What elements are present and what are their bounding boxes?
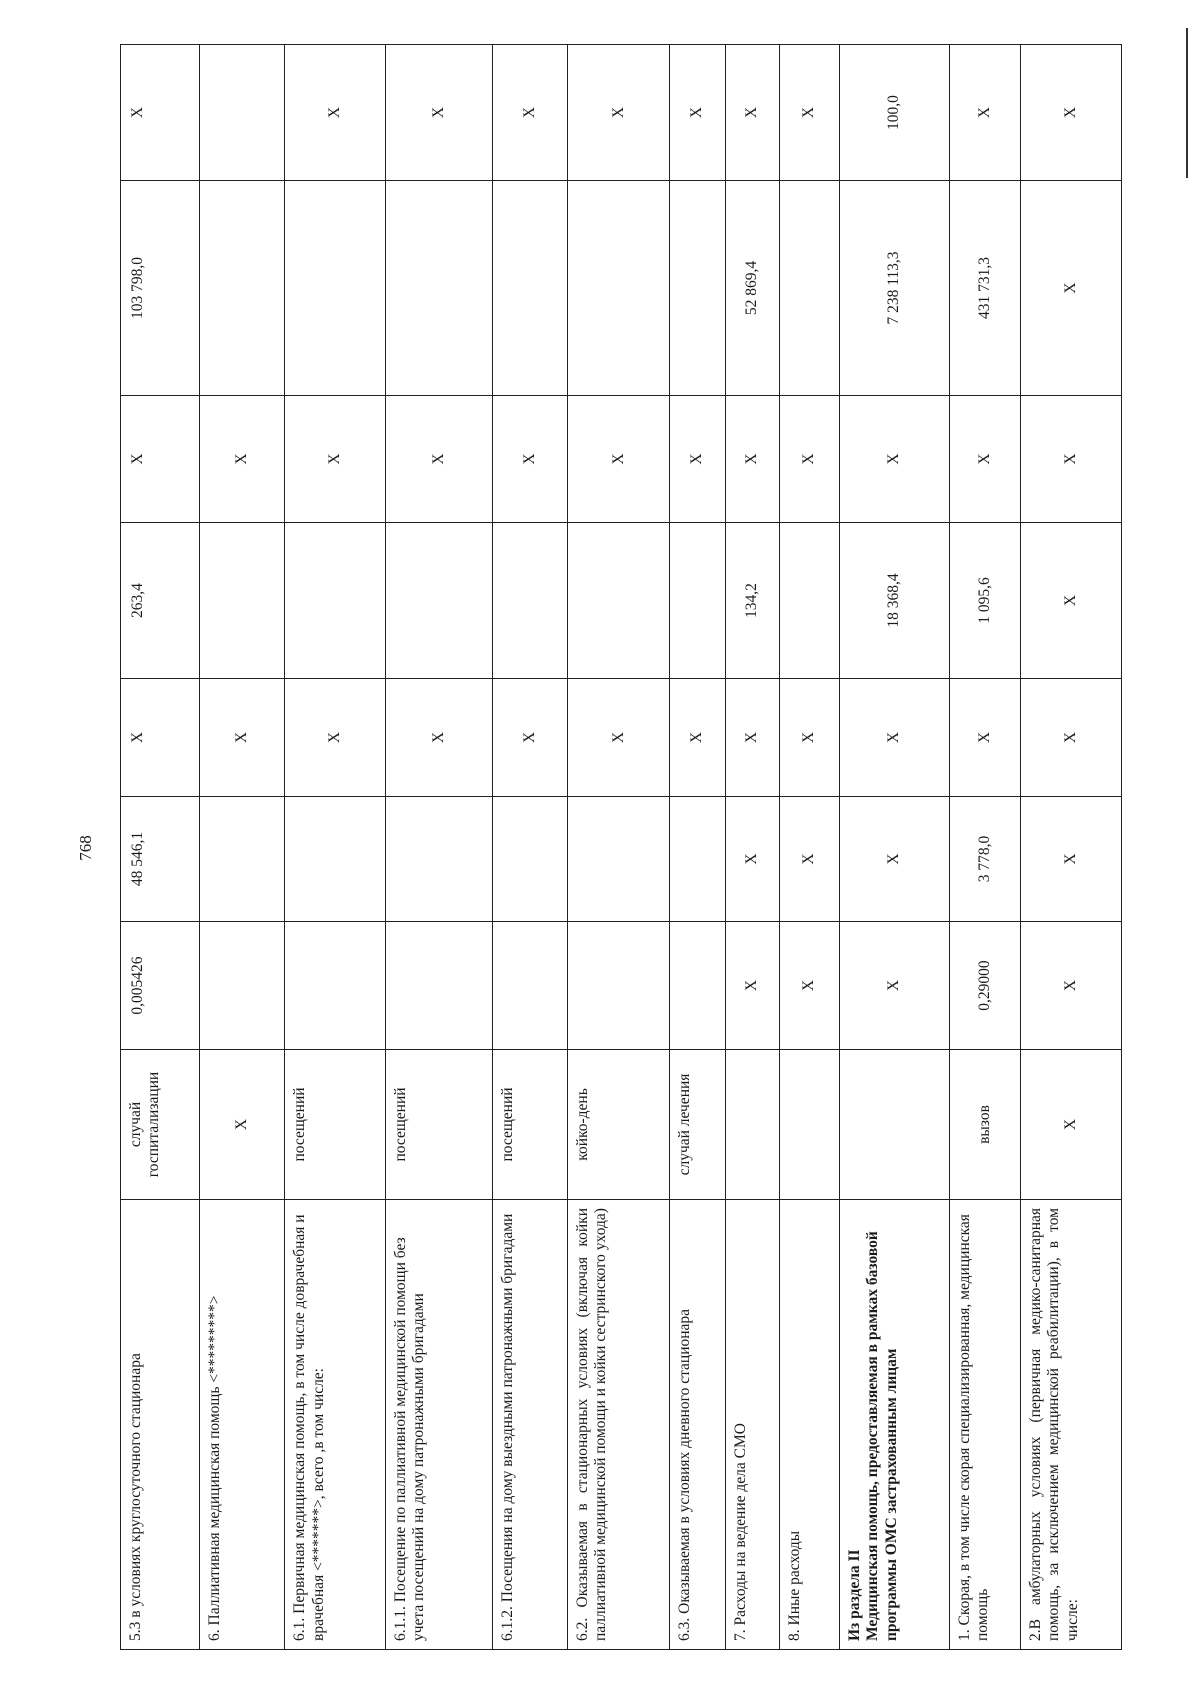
row-name: 2.В амбулаторных условиях (первичная медико-санитарная помощь, за исключением медицинской реабилитации), в том числе:: [1020, 1200, 1121, 1650]
table-row: [492, 45, 567, 1650]
unit-cell: X: [1020, 1050, 1121, 1200]
value-cell: [568, 523, 670, 679]
value-cell: [568, 181, 670, 396]
value-cell: [780, 181, 840, 396]
row-name: 7. Расходы на ведение дела СМО: [725, 1200, 779, 1650]
value-cell: X: [949, 679, 1020, 797]
value-cell: [285, 523, 386, 679]
value-cell: X: [780, 797, 840, 922]
value-cell: X: [840, 797, 950, 922]
value-cell: [199, 523, 284, 679]
value-cell: 134,2: [725, 523, 779, 679]
value-cell: X: [568, 396, 670, 523]
unit-cell: посещений: [285, 1050, 386, 1200]
row-name: 8. Иные расходы: [780, 1200, 840, 1650]
unit-cell: [725, 1050, 779, 1200]
value-cell: X: [1020, 181, 1121, 396]
scan-edge-line: [1186, 28, 1188, 178]
table-row: [780, 45, 840, 1650]
value-cell: X: [386, 679, 493, 797]
value-cell: [670, 922, 725, 1050]
value-cell: X: [285, 45, 386, 181]
value-cell: X: [670, 396, 725, 523]
table-container: [120, 45, 1122, 1650]
value-cell: X: [1020, 396, 1121, 523]
unit-cell: посещений: [386, 1050, 493, 1200]
value-cell: X: [121, 45, 200, 181]
unit-cell: [780, 1050, 840, 1200]
table-row: [285, 45, 386, 1650]
value-cell: [285, 181, 386, 396]
value-cell: X: [725, 45, 779, 181]
row-name: 6. Паллиативная медицинская помощь <*********>: [199, 1200, 284, 1650]
value-cell: X: [780, 396, 840, 523]
value-cell: 100,0: [840, 45, 950, 181]
row-name: 6.3. Оказываемая в условиях дневного стационара: [670, 1200, 725, 1650]
value-cell: X: [492, 45, 567, 181]
value-cell: [199, 797, 284, 922]
table-row: [568, 45, 670, 1650]
value-cell: X: [1020, 523, 1121, 679]
table-row: [670, 45, 725, 1650]
table-row-section: [840, 45, 950, 1650]
table-row: [199, 45, 284, 1650]
value-cell: [199, 45, 284, 181]
page-number: 768: [76, 835, 95, 861]
unit-cell: X: [199, 1050, 284, 1200]
value-cell: [386, 181, 493, 396]
value-cell: 263,4: [121, 523, 200, 679]
value-cell: X: [840, 679, 950, 797]
value-cell: X: [568, 45, 670, 181]
value-cell: X: [386, 45, 493, 181]
value-cell: X: [1020, 679, 1121, 797]
value-cell: X: [121, 396, 200, 523]
financing-table: [120, 44, 1122, 1650]
value-cell: [492, 797, 567, 922]
unit-cell: [840, 1050, 950, 1200]
value-cell: [568, 922, 670, 1050]
value-cell: 3 778,0: [949, 797, 1020, 922]
value-cell: [199, 922, 284, 1050]
value-cell: X: [725, 679, 779, 797]
table-row: [386, 45, 493, 1650]
value-cell: X: [285, 679, 386, 797]
value-cell: 48 546,1: [121, 797, 200, 922]
section-label: Из раздела II: [846, 1549, 864, 1641]
value-cell: X: [199, 396, 284, 523]
value-cell: X: [725, 922, 779, 1050]
value-cell: X: [1020, 797, 1121, 922]
value-cell: X: [199, 679, 284, 797]
row-name: 5.3 в условиях круглосуточного стационара: [121, 1200, 200, 1650]
row-name: 6.1.2. Посещения на дому выездными патронажными бригадами: [492, 1200, 567, 1650]
value-cell: 52 869,4: [725, 181, 779, 396]
unit-cell: вызов: [949, 1050, 1020, 1200]
value-cell: 18 368,4: [840, 523, 950, 679]
section-title: Медицинская помощь, предоставляемая в рамках базовой программы ОМС застрахованным лицам: [864, 1231, 900, 1641]
value-cell: [386, 797, 493, 922]
table-row: [1020, 45, 1121, 1650]
value-cell: X: [840, 922, 950, 1050]
value-cell: X: [492, 396, 567, 523]
section-heading: [840, 1200, 950, 1650]
value-cell: [670, 523, 725, 679]
value-cell: X: [725, 797, 779, 922]
row-name: 6.1. Первичная медицинская помощь, в том числе доврачебная и врачебная <*******>, всего ,в том числе:: [285, 1200, 386, 1650]
unit-cell: случай лечения: [670, 1050, 725, 1200]
value-cell: X: [780, 922, 840, 1050]
value-cell: [568, 797, 670, 922]
value-cell: X: [285, 396, 386, 523]
row-name: 1. Скорая, в том числе скорая специализированная, медицинская помощь: [949, 1200, 1020, 1650]
unit-cell: койко-день: [568, 1050, 670, 1200]
value-cell: 0,005426: [121, 922, 200, 1050]
value-cell: [386, 922, 493, 1050]
value-cell: [670, 797, 725, 922]
value-cell: 1 095,6: [949, 523, 1020, 679]
value-cell: [492, 523, 567, 679]
value-cell: X: [780, 679, 840, 797]
table-row: [121, 45, 200, 1650]
value-cell: [386, 523, 493, 679]
unit-cell: посещений: [492, 1050, 567, 1200]
value-cell: 103 798,0: [121, 181, 200, 396]
unit-cell: случай госпитализации: [121, 1050, 200, 1200]
value-cell: 0,29000: [949, 922, 1020, 1050]
value-cell: X: [670, 45, 725, 181]
value-cell: 431 731,3: [949, 181, 1020, 396]
rotated-table-frame: [120, 45, 1122, 1650]
table-row: [949, 45, 1020, 1650]
value-cell: X: [568, 679, 670, 797]
value-cell: [285, 922, 386, 1050]
value-cell: [670, 181, 725, 396]
value-cell: X: [386, 396, 493, 523]
value-cell: X: [949, 396, 1020, 523]
value-cell: X: [949, 45, 1020, 181]
row-name: 6.1.1. Посещение по паллиативной медицинской помощи без учета посещений на дому патронажными бригадами: [386, 1200, 493, 1650]
value-cell: [492, 181, 567, 396]
value-cell: X: [1020, 922, 1121, 1050]
value-cell: [780, 523, 840, 679]
value-cell: X: [725, 396, 779, 523]
value-cell: X: [1020, 45, 1121, 181]
table-row: [725, 45, 779, 1650]
value-cell: X: [670, 679, 725, 797]
value-cell: [199, 181, 284, 396]
value-cell: 7 238 113,3: [840, 181, 950, 396]
value-cell: [492, 922, 567, 1050]
row-name: 6.2. Оказываемая в стационарных условиях (включая койки паллиативной медицинской помощи и койки сестринского ухода): [568, 1200, 670, 1650]
value-cell: X: [492, 679, 567, 797]
value-cell: X: [121, 679, 200, 797]
value-cell: [285, 797, 386, 922]
value-cell: X: [840, 396, 950, 523]
value-cell: X: [780, 45, 840, 181]
